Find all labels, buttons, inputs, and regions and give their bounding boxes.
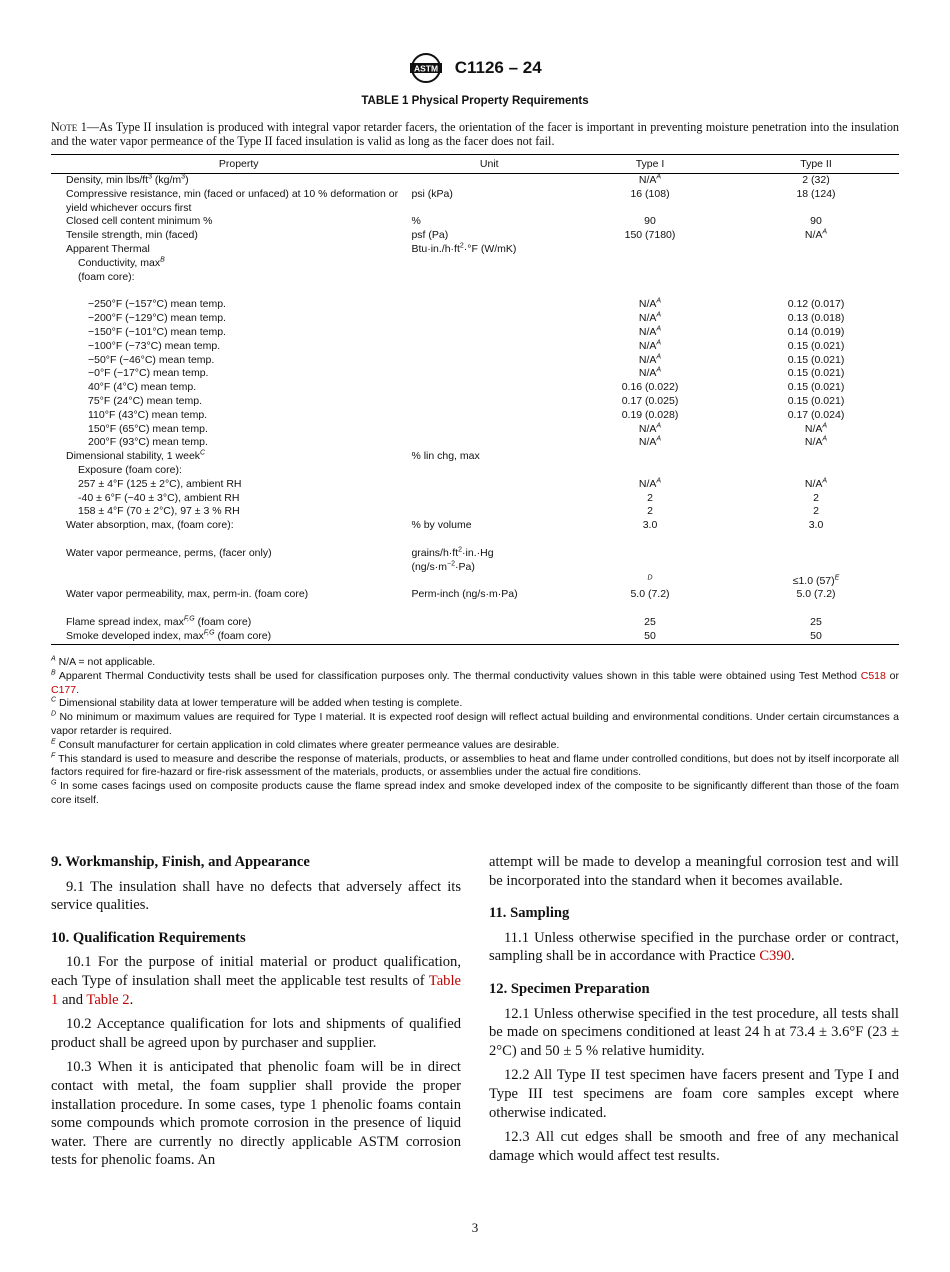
exposure-label: Exposure (foam core): [78, 463, 182, 476]
footnote-e: $^E$ Consult manufacturer for certain application in cold climates where greater permeance values are desirable. [51, 738, 560, 751]
section-11-heading: 11. Sampling [489, 905, 570, 922]
compressive-type-1: 16 (108) [630, 187, 670, 200]
section-9-1: 9.1 The insulation shall have no defects that adversely affect its service qualities. [51, 878, 461, 914]
section-11-1: 11.1 Unless otherwise specified in the purchase order or contract, sampling shall be in accordance with Practice C390. [489, 929, 899, 965]
table-row: -40 ± 6°F (−40 ± 3°C), ambient RH 2 2 [78, 491, 819, 504]
compressive-type-2: 18 (124) [796, 187, 836, 200]
table-row: 110°F (43°C) mean temp. 0.19 (0.028) 0.17 (0.024) [88, 408, 845, 421]
smoke-property: Smoke developed index, $\max^{F,G}$ (foam core) [51, 630, 411, 644]
table-row: Water absorption, max, (foam core): % by volume 3.0 3.0 [51, 519, 899, 533]
table-row: 150°F (65°C) mean temp. $N/A^A$ $N/A^A$ [88, 422, 828, 435]
table-row: 40°F (4°C) mean temp. 0.16 (0.022) 0.15 (0.021) [88, 381, 845, 394]
table-row: Flame spread index, $\max^{F,G}$ (foam core) 25 25 [51, 616, 899, 630]
footnote-a: $^A$ N/A = not applicable. [51, 655, 156, 668]
header-property: Property [51, 155, 411, 174]
link-table-2[interactable]: Table 2 [86, 991, 130, 1008]
header-type-2: Type II [733, 155, 899, 174]
wvp-unit-si: $(ng/s\cdot m^{-2}\cdot Pa)$ [411, 560, 475, 573]
closed-cell-property: Closed cell content minimum % [66, 215, 213, 228]
footnote-c: $^C$ Dimensional stability data at lower temperature will be added when testing is complete. [51, 696, 463, 710]
table-row [51, 575, 899, 589]
table-row [51, 229, 899, 243]
table-row [51, 561, 899, 575]
table-row: −200°F (−129°C) mean temp. $N/A^A$ 0.13 (0.018) [88, 311, 845, 325]
table-row [51, 243, 899, 257]
table-row: 257 ± 4°F (125 ± 2°C), ambient RH $N/A^A$ $N/A^A$ [78, 477, 828, 490]
left-column [51, 853, 461, 1170]
section-12-2: 12.2 All Type II test specimen have facers present and Type I and Type III test specimens are foam core samples except where otherwise indicated. [489, 1067, 899, 1121]
section-12-3: 12.3 All cut edges shall be smooth and free of any mechanical damage which would affect test results. [489, 1129, 899, 1164]
footnote-d: $^D$ No minimum or maximum values are required for Type I material. It is expected roof design will reflect actual building and environmental conditions. Under certain circumstances a vapor retarder is required. [51, 710, 899, 737]
table-row [51, 215, 899, 229]
table-row: −150°F (−101°C) mean temp. $N/A^A$ 0.14 (0.019) [88, 325, 845, 338]
dimensional-property: Dimensional stability, 1 week$^C$ [66, 449, 206, 463]
table-row: −0°F (−17°C) mean temp. $N/A^A$ 0.15 (0.021) [88, 366, 845, 380]
section-10-1: 10.1 For the purpose of initial material or product qualification, each Type of insulation shall meet the applicable test results of Table 1 and Table 2. [51, 954, 461, 1008]
table-row [51, 271, 899, 285]
water-absorption-unit: % by volume [411, 519, 472, 532]
section-10-3-continued: attempt will be made to develop a meaningful corrosion test and will be incorporated into the standard when it becomes available. [489, 854, 899, 889]
table-row: Water vapor permeability, max, perm-in. (foam core) Perm-inch (ng/s·m·Pa) 5.0 (7.2) 5.0 (7.2) [51, 588, 899, 602]
table-footnotes [51, 656, 899, 808]
link-c518[interactable]: C518 [860, 669, 886, 682]
thermal-foam-core-label: (foam core): [78, 270, 135, 283]
closed-cell-unit: % [411, 215, 421, 228]
closed-cell-type-1: 90 [644, 215, 656, 228]
table-row: −250°F (−157°C) mean temp. $N/A^A$ 0.12 (0.017) [88, 297, 845, 311]
tensile-type-1: 150 (7180) [624, 229, 676, 242]
table-row [51, 188, 899, 216]
flame-property: Flame spread index, $\max^{F,G}$ (foam core) [66, 615, 252, 629]
note-label: Note 1 [51, 120, 87, 134]
table-title: TABLE 1 Physical Property Requirements [361, 95, 589, 107]
density-type-1: $N/A^A$ [638, 173, 662, 186]
table-row: −50°F (−46°C) mean temp. $N/A^A$ 0.15 (0.021) [88, 353, 845, 366]
note-text: —As Type II insulation is produced with integral vapor retarder facers, the orientation of the facer is important in preventing moisture penetration into the insulation and the water vapor permeance of the Type II faced insulation is valid as long as the facer does not fail. [51, 120, 900, 148]
dimensional-unit: % lin chg, max [411, 450, 480, 463]
header-unit: Unit [411, 155, 567, 174]
section-9-heading: 9. Workmanship, Finish, and Appearance [51, 854, 310, 870]
water-absorption-property: Water absorption, max, (foam core): [66, 519, 234, 532]
section-10-3: 10.3 When it is anticipated that phenolic foam will be in direct contact with metal, the foam supplier shall provide the proper installation procedure. In some cases, type 1 phenolic foams contain some compounds which promote corrosion in the presence of liquid water. There are currently no directly applicable ASTM corrosion tests for phenolic foams. An [51, 1059, 461, 1169]
density-type-2: 2 (32) [802, 174, 830, 186]
astm-logo [408, 52, 444, 84]
tensile-property: Tensile strength, min (faced) [66, 229, 198, 242]
footnote-g: $^G$ In some cases facings used on composite products cause the flame spread index and smoke developed index of the composite to be significantly different than those of the foam core itself. [51, 779, 899, 806]
table-row [51, 257, 899, 271]
closed-cell-type-2: 90 [810, 215, 822, 228]
section-10-2: 10.2 Acceptance qualification for lots and shipments of qualified product shall be agreed upon by purchaser and supplier. [51, 1016, 461, 1051]
spacer-row [51, 533, 899, 547]
link-c177[interactable]: C177 [51, 683, 77, 696]
wvp-type-2: ≤1.0 $(57)^E$ [792, 574, 840, 587]
table-note [51, 120, 899, 148]
spacer-row [51, 284, 899, 298]
spacer-row [51, 602, 899, 616]
footnote-f: $^F$ This standard is used to measure and describe the response of materials, products, or assemblies to heat and flame under controlled conditions, but does not by itself incorporate all factors required for fire-hazard or fire-risk assessment of the materials, products, or assemblies under the actual fire conditions. [51, 752, 899, 779]
table-row: 200°F (93°C) mean temp. $N/A^A$ $N/A^A$ [88, 435, 828, 449]
thermal-unit: $Btu\cdot in./h\cdot ft^2\cdot^\circ F$ (W/mK) [411, 242, 517, 255]
physical-property-table [51, 154, 899, 645]
right-column [489, 853, 899, 1165]
tensile-unit: psf (Pa) [411, 229, 449, 242]
section-12-heading: 12. Specimen Preparation [489, 980, 650, 997]
table-row: 75°F (24°C) mean temp. 0.17 (0.025) 0.15 (0.021) [88, 394, 845, 407]
table-row [51, 464, 899, 478]
table-row [51, 450, 899, 464]
permeability-unit: Perm-inch (ng/s·m·Pa) [411, 588, 518, 601]
wvp-unit: grains/$h\cdot ft^2\cdot in.\cdot Hg$ [411, 546, 494, 559]
table-header-row [51, 155, 899, 174]
table-row: −100°F (−73°C) mean temp. $N/A^A$ 0.15 (0.021) [88, 339, 845, 352]
table-row [51, 547, 899, 561]
table-row [51, 174, 899, 188]
compressive-unit: psi (kPa) [411, 187, 453, 200]
thermal-conductivity-label: Conductivity, $\max^B$ [78, 256, 165, 269]
table-row: 158 ± 4°F (70 ± 2°C), 97 ± 3 % RH 2 2 [78, 505, 819, 518]
page-number: 3 [471, 1220, 479, 1235]
density-property: Density, min lbs/$ft^3$ $(kg/m^3)$ [66, 173, 189, 186]
link-c390[interactable]: C390 [759, 948, 791, 965]
standard-designation: C1126 – 24 [454, 58, 542, 77]
header-type-1: Type I [567, 155, 733, 174]
tensile-type-2: $N/A^A$ [804, 228, 828, 242]
section-12-1: 12.1 Unless otherwise specified in the test procedure, all tests shall be made on specimens conditioned at least 24 h at 73.4 ± 3.6°F (23 ± 2°C) and 50 ± 5 % relative humidity. [489, 1005, 899, 1059]
thermal-property: Apparent Thermal [66, 242, 150, 255]
permeability-property: Water vapor permeability, max, perm-in. (foam core) [66, 588, 309, 601]
wvp-property: Water vapor permeance, perms, (facer only) [66, 546, 272, 559]
section-10-heading: 10. Qualification Requirements [51, 929, 246, 946]
svg-text:ASTM: ASTM [414, 63, 439, 74]
table-row: Smoke developed index, $\max^{F,G}$ (foam core) 50 50 [51, 630, 899, 644]
link-table-1[interactable]: Table 1 [51, 972, 461, 1008]
compressive-property: Compressive resistance, min (faced or unfaced) at 10 % deformation or yield whichever occurs first [66, 187, 399, 214]
footnote-b: $^B$ Apparent Thermal Conductivity tests shall be used for classification purposes only. The thermal conductivity values shown in this table were obtained using Test Method C518 or C177. [51, 669, 900, 696]
document-header [0, 52, 950, 84]
wvp-type-1: D [647, 574, 653, 582]
